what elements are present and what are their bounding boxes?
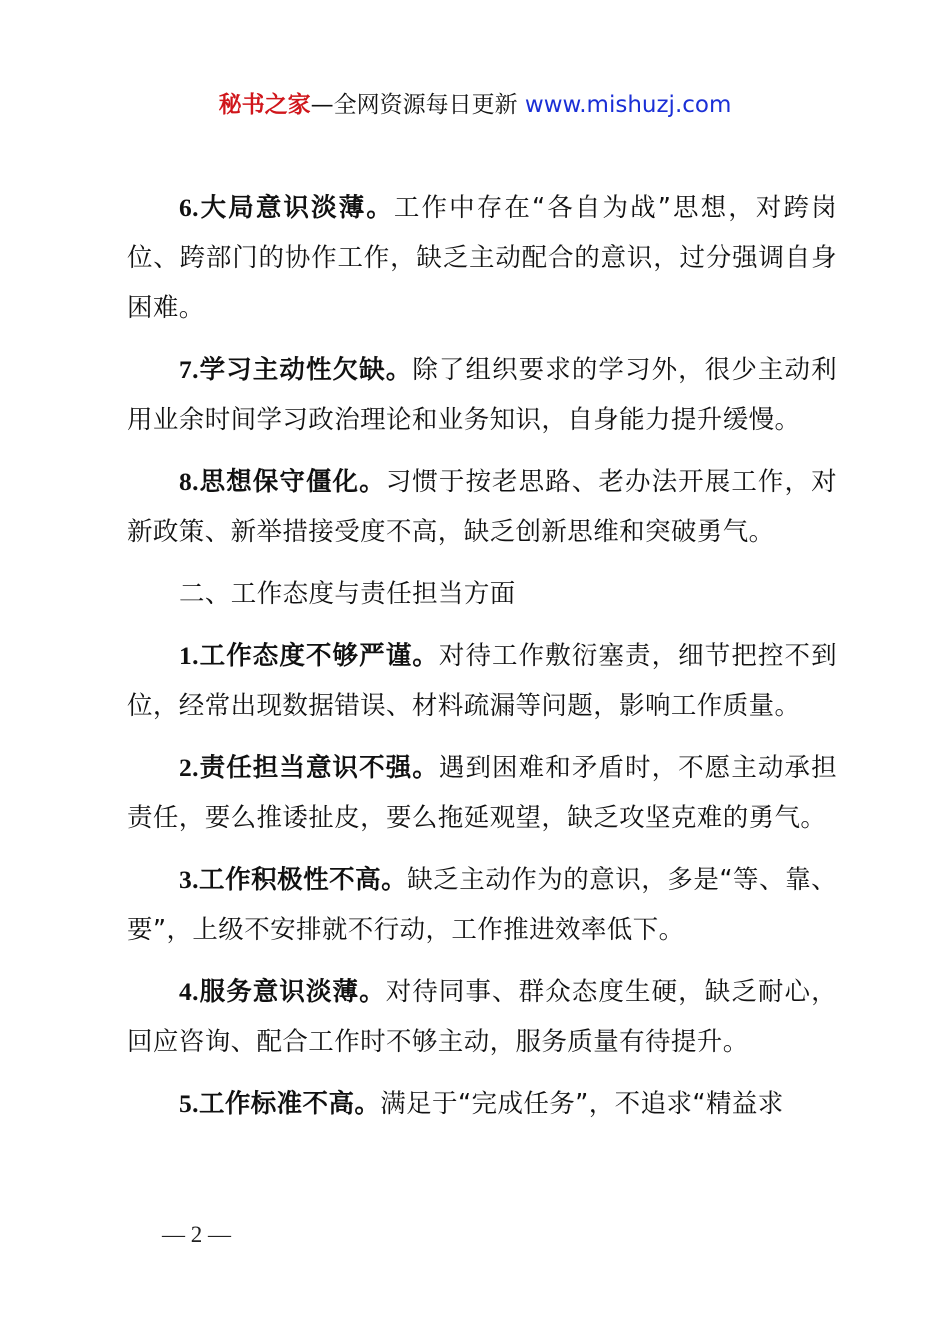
item-number: 6. (179, 193, 199, 222)
site-url-link[interactable]: www.mishuzj.com (524, 92, 732, 118)
item-body: 除了组织要求的学习外，很少主动利用业余时间学习政治理论和业务知识，自身能力提升缓慢。 (127, 355, 837, 435)
item-number: 3. (179, 865, 199, 894)
item-title: 服务意识淡薄。 (198, 977, 386, 1007)
item-title: 大局意识淡薄。 (198, 193, 394, 223)
paragraph-item-4 (127, 967, 837, 1067)
item-body: 对待同事、群众态度生硬，缺乏耐心，回应咨询、配合工作时不够主动，服务质量有待提升。 (127, 977, 837, 1057)
item-number: 5. (179, 1089, 199, 1118)
header-tagline: —全网资源每日更新 (310, 92, 525, 118)
item-body: 对待工作敷衍塞责，细节把控不到位，经常出现数据错误、材料疏漏等问题，影响工作质量。 (127, 641, 837, 721)
item-number: 4. (179, 977, 199, 1006)
item-title: 工作态度不够严谨。 (198, 641, 439, 671)
paragraph-item-1 (127, 631, 837, 731)
item-title: 工作标准不高。 (198, 1089, 381, 1119)
item-body: 工作中存在“各自为战”思想，对跨岗位、跨部门的协作工作，缺乏主动配合的意识，过分强调自身困难。 (127, 193, 837, 323)
item-number: 2. (179, 753, 199, 782)
item-title: 学习主动性欠缺。 (198, 355, 413, 385)
item-number: 8. (179, 467, 199, 496)
document-body (127, 183, 837, 1141)
paragraph-item-6 (127, 183, 837, 333)
item-body: 满足于“完成任务”，不追求“精益求 (380, 1089, 784, 1119)
item-body: 习惯于按老思路、老办法开展工作，对新政策、新举措接受度不高，缺乏创新思维和突破勇气。 (127, 467, 837, 547)
site-header (0, 88, 950, 122)
item-body: 遇到困难和矛盾时，不愿主动承担责任，要么推诿扯皮，要么拖延观望，缺乏攻坚克难的勇气。 (127, 753, 837, 833)
section-heading: 二、工作态度与责任担当方面 (179, 579, 516, 609)
item-number: 1. (179, 641, 199, 670)
item-body: 缺乏主动作为的意识，多是“等、靠、要”，上级不安排就不行动，工作推进效率低下。 (127, 865, 838, 945)
paragraph-item-8 (127, 457, 837, 557)
item-number: 7. (179, 355, 199, 384)
paragraph-item-5 (127, 1079, 837, 1129)
paragraph-item-3 (127, 855, 837, 955)
item-title: 思想保守僵化。 (198, 467, 386, 497)
item-title: 工作积极性不高。 (198, 865, 408, 895)
paragraph-item-7 (127, 345, 837, 445)
brand-name: 秘书之家 (218, 92, 311, 118)
item-title: 责任担当意识不强。 (198, 753, 439, 783)
page-number: — 2 — (162, 1222, 231, 1247)
paragraph-item-2 (127, 743, 837, 843)
